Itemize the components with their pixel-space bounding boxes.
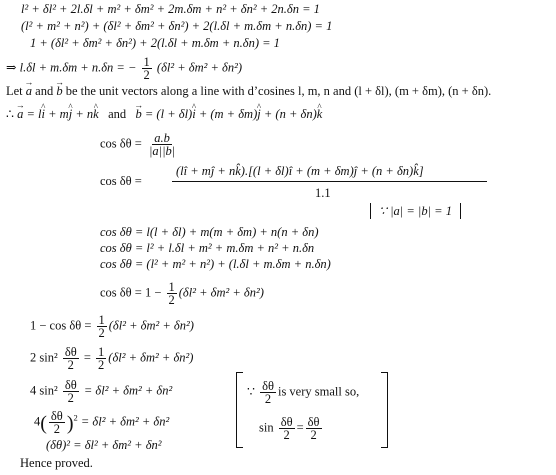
equation-line-16: 4 sin² $\frac{\delta\theta}{2}$ = δl² + δm² + δn² xyxy=(30,378,173,405)
equation-line-4: ⇒ l.δl + m.δm + n.δn = − $\frac{1}{2}$ (δl² + δm² + δn²) xyxy=(6,55,243,82)
note-line-1: ∵ $\frac{\delta\theta}{2}$ is very small so, xyxy=(247,379,360,406)
equation-line-3: 1 + (δl² + δm² + δn²) + 2(l.δl + m.δm + n.δn) = 1 xyxy=(30,36,280,50)
cos-label-line-8: cos δθ = xyxy=(100,174,142,188)
equation-line-12: cos δθ = (l² + m² + n²) + (l.δl + m.δm + n.δn) xyxy=(100,257,331,271)
equation-line-2: (l² + m² + n²) + (δl² + δm² + δn²) + 2(l.δl + m.δm + n.δn) = 1 xyxy=(21,19,333,33)
statement-unit-vectors: Let → a and → b be the unit vectors along a line with d’cosines l, m, n and (l + δl), (m + δm), (n + δn). xyxy=(6,84,491,98)
big-fraction-numerator: (lî + mĵ + nk̂).[(l + δl)î + (m + δm)ĵ + (n + δn)k̂] xyxy=(176,164,424,178)
equation-line-13: cos δθ = 1 − $\frac{1}{2}$ (δl² + δm² + δn²) xyxy=(100,280,264,307)
cos-dot-product: cos δθ = $\frac{a.b}{|a||b|}$ xyxy=(100,131,176,158)
equation-line-1: l² + δl² + 2l.δl + m² + δm² + 2m.δm + n² + δn² + 2n.δn = 1 xyxy=(21,2,320,16)
equation-line-14: 1 − cos δθ = $\frac{1}{2}$ (δl² + δm² + δn²) xyxy=(30,313,194,340)
big-fraction-bar xyxy=(172,181,487,182)
conclusion-text: Hence proved. xyxy=(20,456,93,470)
equation-line-15: 2 sin² $\frac{\delta\theta}{2}$ = $\frac{1}{2}$ (δl² + δm² + δn²) xyxy=(30,345,194,372)
equation-line-10: cos δθ = l(l + δl) + m(m + δm) + n(n + δn) xyxy=(100,225,319,239)
vector-definitions: ∴ → a = l^ i + m^ j + n^ k and → b = (l + δl)^ i + (m + δm)^ j + (n + δn)^ k xyxy=(6,107,322,121)
equation-line-11: cos δθ = l² + l.δl + m² + m.δm + n² + n.δn xyxy=(100,241,315,255)
note-line-2: sin $\frac{\delta\theta}{2}$ = $\frac{\delta\theta}{2}$ xyxy=(259,415,320,442)
equation-line-17: 4( $\frac{\delta\theta}{2}$ )$^2$ = δl² + δm² + δn² xyxy=(34,409,170,436)
equation-line-18: (δθ)² = δl² + δm² + δn² xyxy=(46,438,162,452)
because-bracket: ∵ |a| = |b| = 1 xyxy=(370,203,461,219)
big-fraction-denominator: 1.1 xyxy=(315,186,331,200)
small-angle-note-box xyxy=(236,372,388,448)
fraction-one-half: $\frac{1}{2}$ xyxy=(143,55,150,82)
